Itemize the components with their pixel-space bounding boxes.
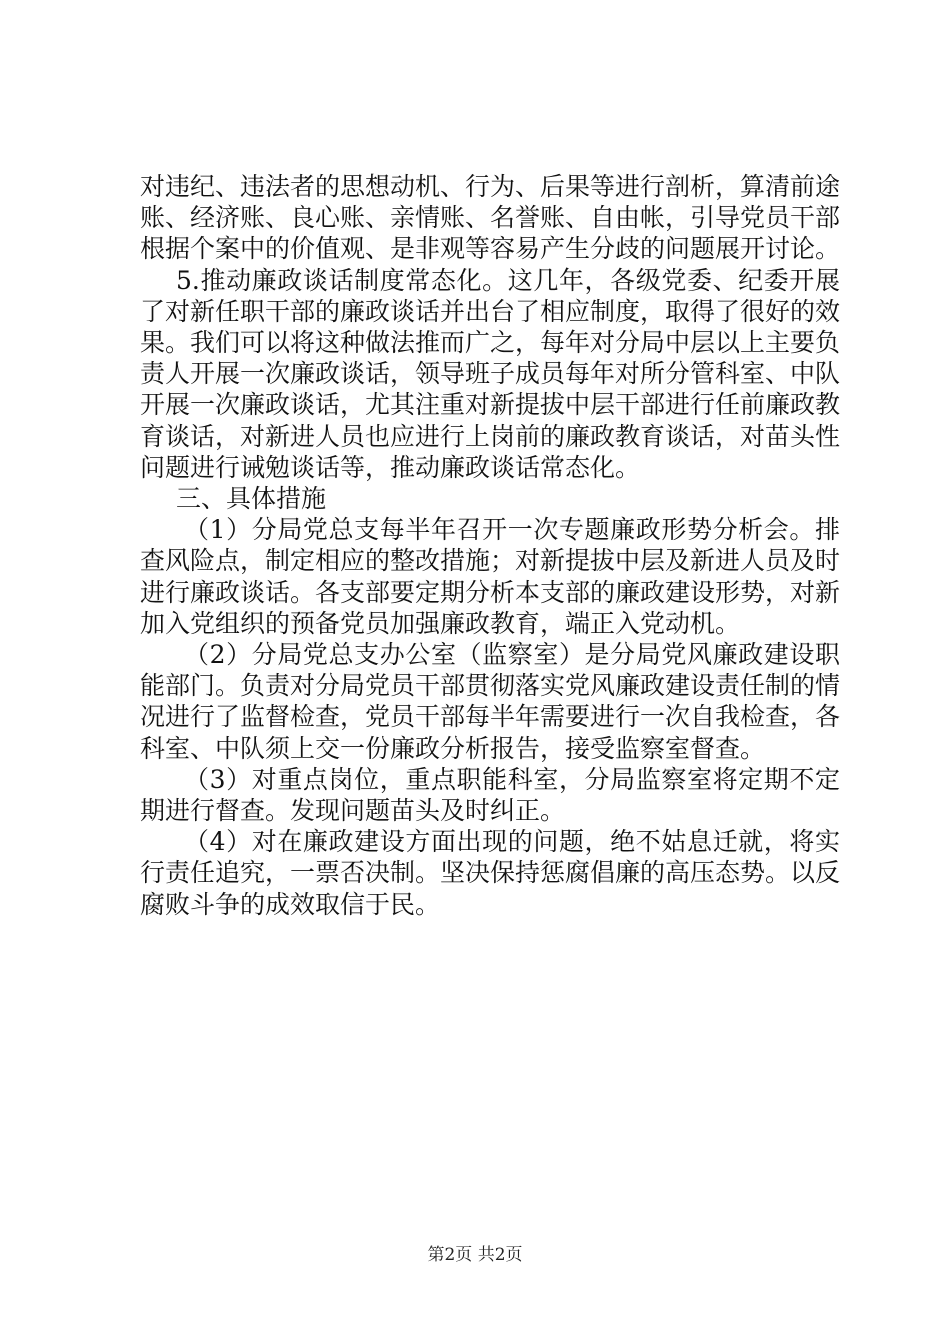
page-footer: 第2页 共2页 [427, 1245, 523, 1265]
section-heading: 三、具体措施 [176, 484, 327, 514]
measure-1: （1）分局党总支每半年召开一次专题廉政形势分析会。排查风险点，制定相应的整改措施；对新提拔中层及新进人员及时进行廉政谈话。各支部要定期分析本支部的廉政建设形势，对新加入党组织的预备党员加强廉政教育，端正入党动机。 [140, 515, 841, 638]
measure-3: （3）对重点岗位，重点职能科室，分局监察室将定期不定期进行督查。发现问题苗头及时纠正。 [140, 764, 840, 826]
measure-2: （2）分局党总支办公室（监察室）是分局党风廉政建设职能部门。负责对分局党员干部贯彻落实党风廉政建设责任制的情况进行了监督检查，党员干部每半年需要进行一次自我检查，各科室、中队须上交一份廉政分析报告，接受监察室督查。 [140, 640, 841, 763]
paragraph-item-5: 5.推动廉政谈话制度常态化。这几年，各级党委、纪委开展了对新任职干部的廉政谈话并出台了相应制度，取得了很好的效果。我们可以将这种做法推而广之，每年对分局中层以上主要负责人开展一次廉政谈话，领导班子成员每年对所分管科室、中队开展一次廉政谈话，尤其注重对新提拔中层干部进行任前廉政教育谈话，对新进人员也应进行上岗前的廉政教育谈话，对苗头性问题进行诫勉谈话等，推动廉政谈话常态化。 [140, 265, 841, 482]
document-body [140, 171, 840, 920]
paragraph-continuation: 对违纪、违法者的思想动机、行为、后果等进行剖析，算清前途账、经济账、良心账、亲情账、名誉账、自由帐，引导党员干部根据个案中的价值观、是非观等容易产生分歧的问题展开讨论。 [140, 172, 841, 264]
measure-4: （4）对在廉政建设方面出现的问题，绝不姑息迁就，将实行责任追究，一票否决制。坚决保持惩腐倡廉的高压态势。以反腐败斗争的成效取信于民。 [140, 827, 841, 919]
